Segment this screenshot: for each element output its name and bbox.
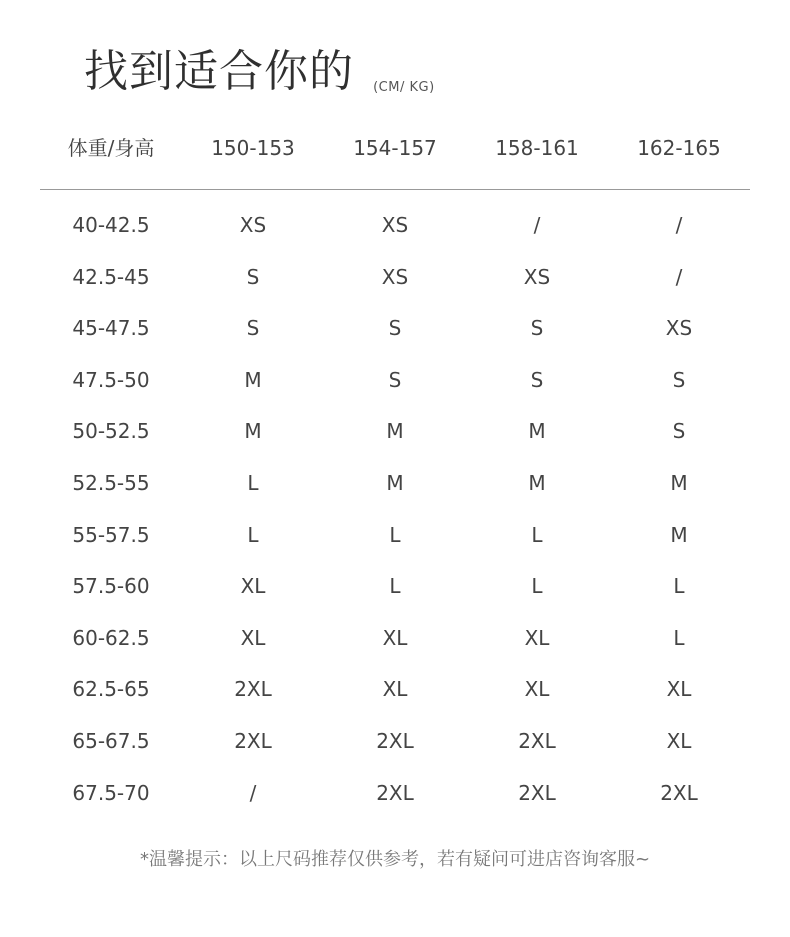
size-cell: 2XL [234,677,272,702]
size-cell: XL [666,728,692,753]
size-table-body [40,205,750,824]
size-cell: S [530,316,544,341]
size-cell: M [528,470,546,495]
size-cell: M [386,470,404,495]
weight-range-cell: 67.5-70 [72,780,150,805]
size-cell: S [388,367,402,392]
size-cell: M [244,367,262,392]
size-cell: / [249,780,257,805]
size-cell: S [246,316,260,341]
table-row [40,515,750,567]
size-cell: XL [524,677,550,702]
header-height-154-157: 154-157 [353,136,437,160]
table-row [40,618,750,670]
table-row [40,411,750,463]
unit-label: (CM/ KG) [373,80,435,95]
page-title: 找到适合你的 [84,46,354,97]
header-weight-height: 体重/身高 [67,136,155,160]
size-cell: M [528,419,546,444]
weight-range-cell: 62.5-65 [72,677,150,702]
table-row [40,669,750,721]
size-cell: XL [524,625,550,650]
weight-range-cell: 45-47.5 [72,316,150,341]
weight-range-cell: 47.5-50 [72,367,150,392]
table-row [40,566,750,618]
size-cell: L [247,470,259,495]
table-row [40,308,750,360]
header-height-158-161: 158-161 [495,136,579,160]
weight-range-cell: 55-57.5 [72,522,150,547]
size-cell: XS [523,264,551,289]
header-height-162-165: 162-165 [637,136,721,160]
size-cell: L [389,574,401,599]
size-cell: XS [665,316,693,341]
size-cell: 2XL [234,728,272,753]
table-row [40,773,750,825]
size-cell: S [672,419,686,444]
size-cell: L [531,574,543,599]
header-height-150-153: 150-153 [211,136,295,160]
weight-range-cell: 60-62.5 [72,625,150,650]
weight-range-cell: 50-52.5 [72,419,150,444]
size-cell: / [675,213,683,237]
size-cell: 2XL [518,780,556,805]
size-cell: XS [381,213,409,237]
size-cell: / [675,264,683,289]
size-cell: M [670,522,688,547]
weight-range-cell: 57.5-60 [72,574,150,599]
size-cell: XL [382,677,408,702]
size-cell: XL [666,677,692,702]
table-row [40,463,750,515]
size-cell: XS [381,264,409,289]
size-cell: L [531,522,543,547]
size-cell: M [386,419,404,444]
footnote: *温馨提示：以上尺码推荐仅供参考，若有疑问可进店咨询客服~ [139,849,651,870]
size-cell: L [673,625,685,650]
weight-range-cell: 52.5-55 [72,470,150,495]
size-cell: L [389,522,401,547]
size-cell: M [670,470,688,495]
header-divider [40,189,750,190]
table-row [40,721,750,773]
table-row [40,360,750,412]
size-cell: L [673,574,685,599]
size-cell: 2XL [660,780,698,805]
size-cell: / [533,213,541,237]
size-cell: L [247,522,259,547]
weight-range-cell: 65-67.5 [72,728,150,753]
size-cell: S [246,264,260,289]
size-cell: 2XL [376,780,414,805]
size-cell: XL [382,625,408,650]
size-cell: S [388,316,402,341]
size-table-header [40,128,750,168]
size-cell: S [672,367,686,392]
size-cell: XL [240,625,266,650]
size-cell: 2XL [518,728,556,753]
size-cell: M [244,419,262,444]
weight-range-cell: 40-42.5 [72,213,150,237]
size-cell: XL [240,574,266,599]
size-cell: XS [239,213,267,237]
size-cell: 2XL [376,728,414,753]
size-cell: S [530,367,544,392]
table-row [40,257,750,309]
weight-range-cell: 42.5-45 [72,264,150,289]
table-row [40,205,750,257]
title-block [84,40,435,104]
